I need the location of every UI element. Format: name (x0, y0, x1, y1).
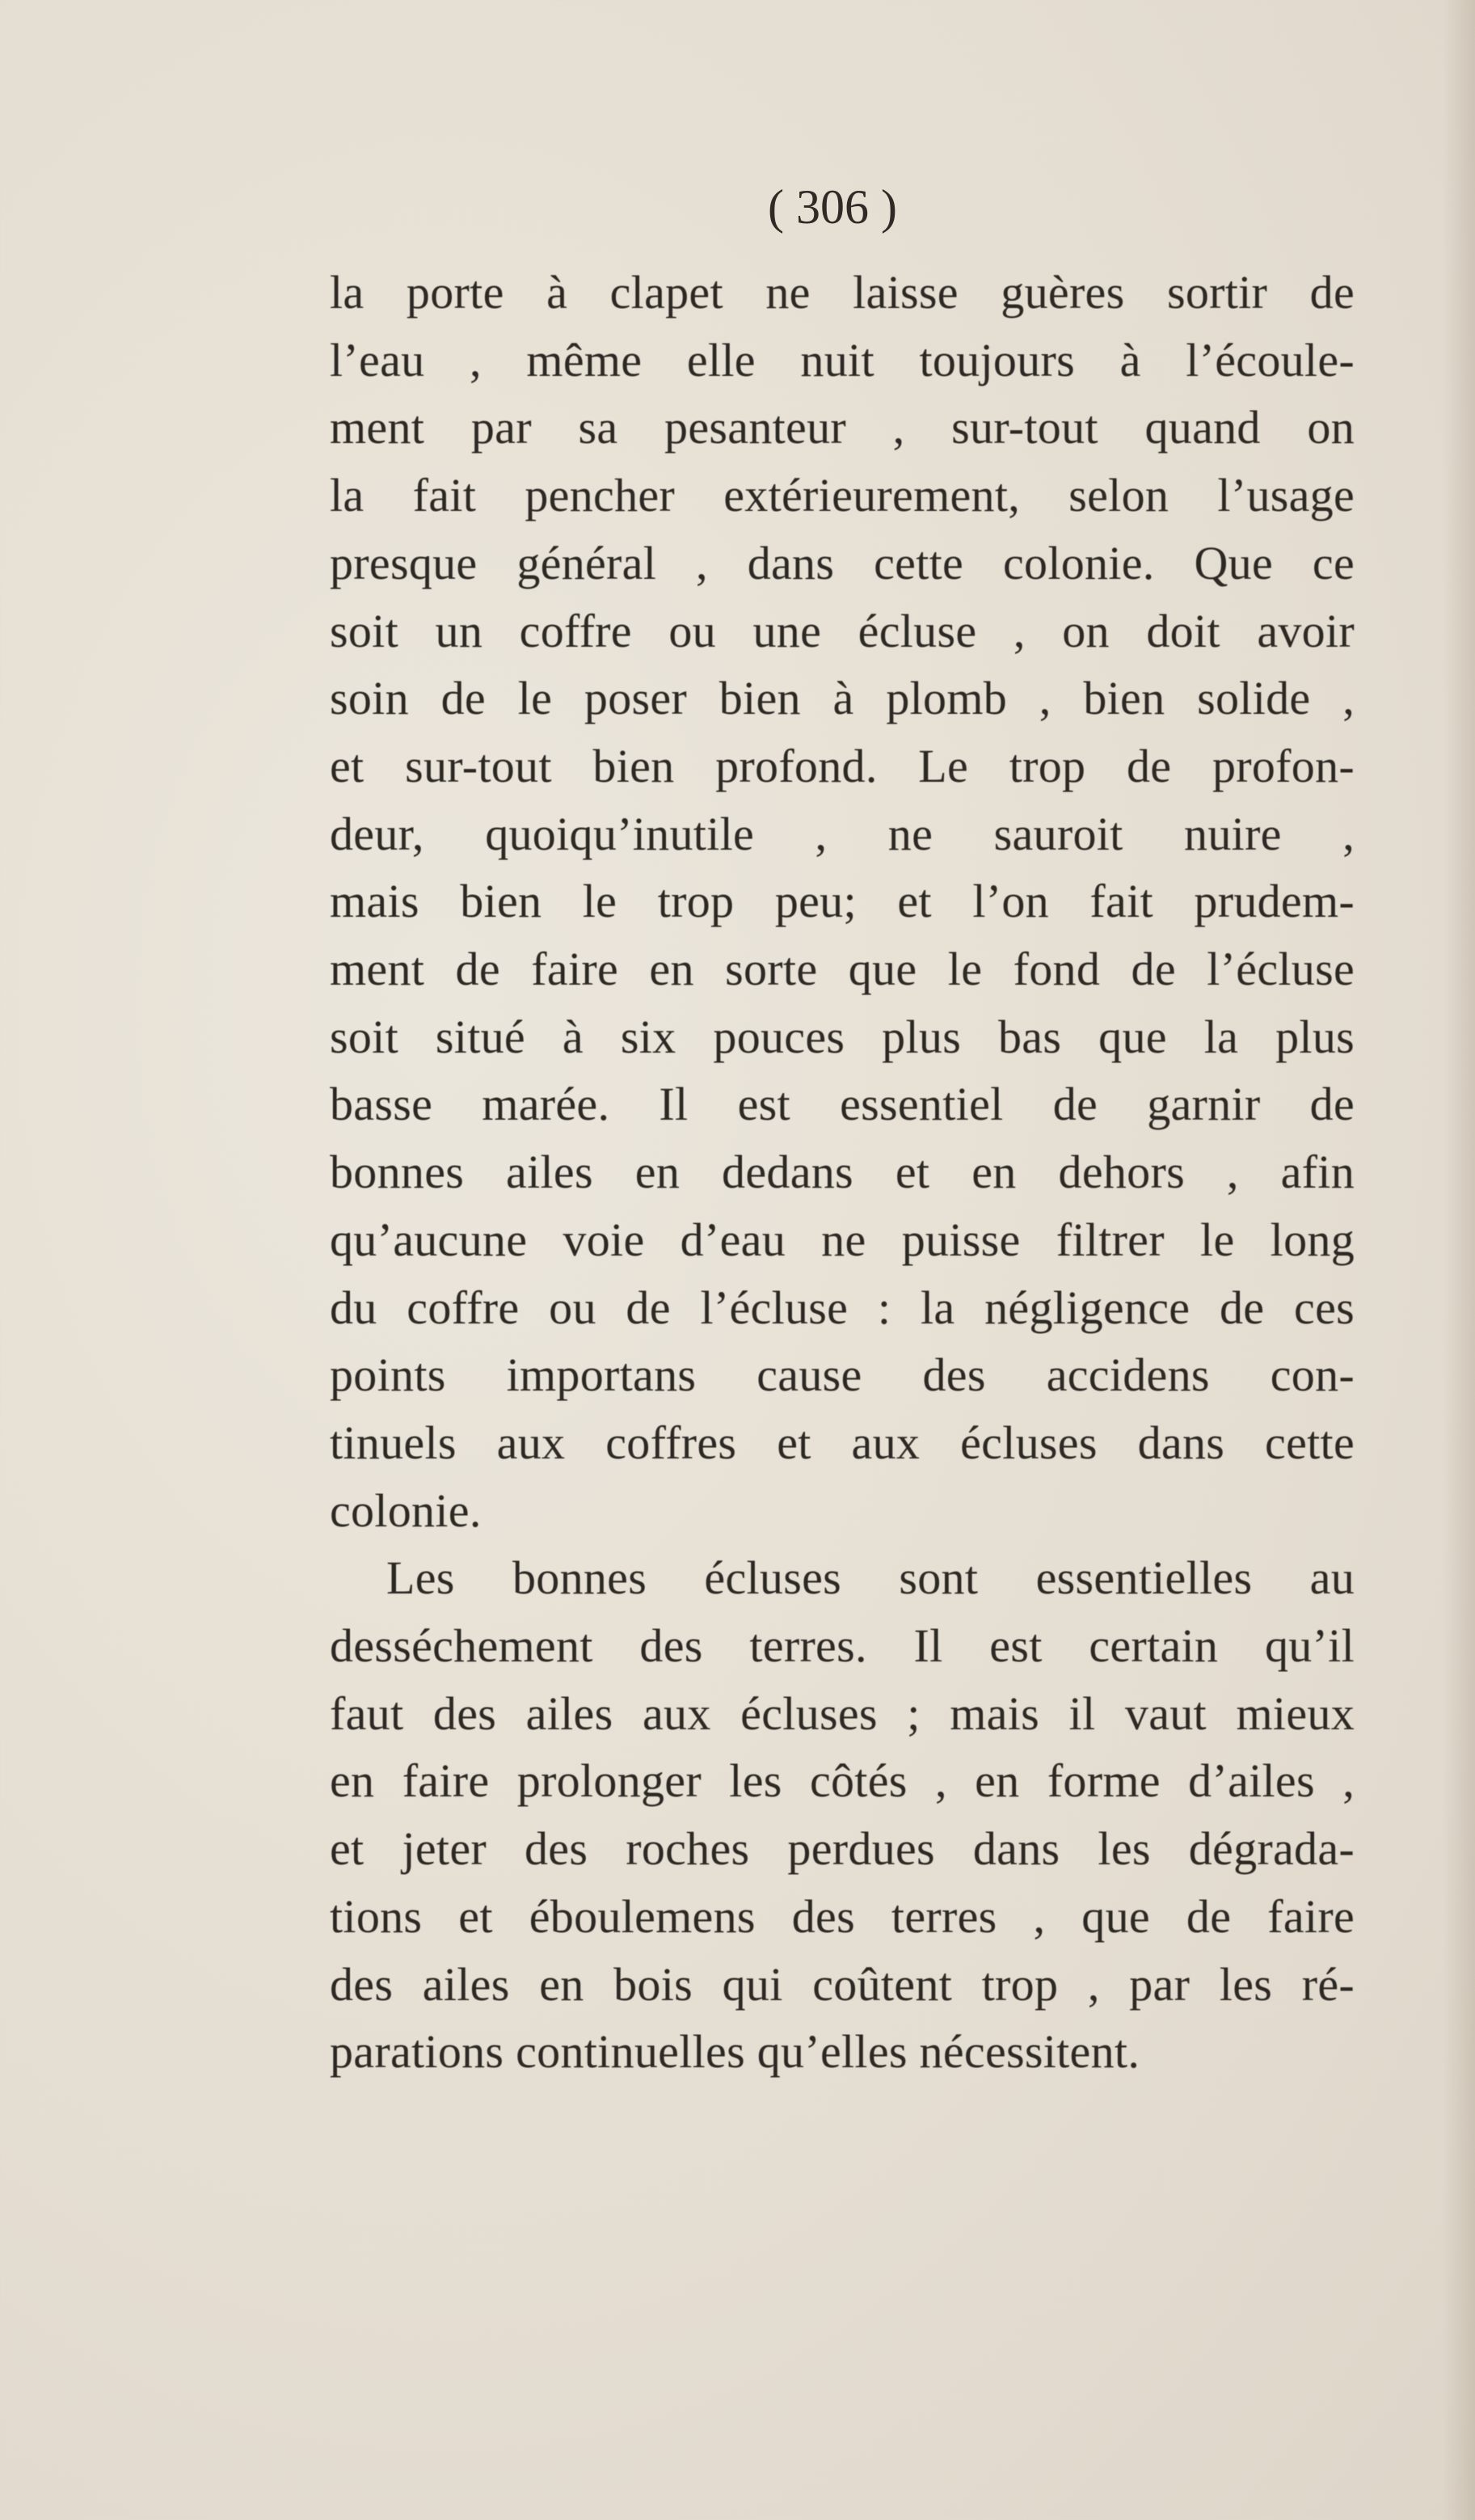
text-line: des ailes en bois qui coûtent trop , par les ré- (330, 1957, 1355, 2011)
text-line: basse marée. Il est essentiel de garnir de (330, 1078, 1355, 1131)
text-line: en faire prolonger les côtés , en forme d’ailes , (330, 1754, 1355, 1808)
text-line: colonie. (330, 1484, 482, 1537)
text-line: ment de faire en sorte que le fond de l’écluse (330, 943, 1355, 995)
text-line: desséchement des terres. Il est certain qu’il (330, 1619, 1355, 1672)
text-line: du coffre ou de l’écluse : la négligence de ces (330, 1281, 1355, 1334)
text-line: tinuels aux coffres et aux écluses dans cette (330, 1416, 1355, 1469)
text-line: mais bien le trop peu; et l’on fait prudem- (330, 875, 1355, 928)
text-line: et jeter des roches perdues dans les dégrada- (330, 1822, 1355, 1876)
text-line: la fait pencher extérieurement, selon l’usage (330, 469, 1355, 522)
page-number: ( 306 ) (768, 180, 897, 234)
text-line: soit un coffre ou une écluse , on doit avoir (330, 604, 1355, 657)
text-line: l’eau , même elle nuit toujours à l’écoule- (330, 333, 1355, 386)
text-line: presque général , dans cette colonie. Que ce (330, 536, 1355, 589)
text-line: qu’aucune voie d’eau ne puisse filtrer le long (330, 1213, 1355, 1266)
text-line: bonnes ailes en dedans et en dehors , afin (330, 1146, 1355, 1199)
text-line: soin de le poser bien à plomb , bien solide , (330, 672, 1355, 725)
text-line: points importans cause des accidens con- (330, 1349, 1355, 1402)
text-line: ment par sa pesanteur , sur-tout quand on (330, 401, 1355, 454)
page-edge-shadow (1443, 0, 1475, 2520)
text-line: et sur-tout bien profond. Le trop de profon- (330, 739, 1355, 792)
text-line: parations continuelles qu’elles nécessitent. (330, 2025, 1140, 2079)
text-line: la porte à clapet ne laisse guères sortir de (330, 266, 1355, 319)
text-line: soit situé à six pouces plus bas que la plus (330, 1010, 1355, 1063)
text-line: tions et éboulemens des terres , que de faire (330, 1889, 1355, 1943)
text-line: faut des ailes aux écluses ; mais il vaut mieux (330, 1686, 1355, 1740)
text-line: deur, quoiqu’inutile , ne sauroit nuire , (330, 807, 1355, 860)
text-line: Les bonnes écluses sont essentielles au (386, 1551, 1355, 1605)
